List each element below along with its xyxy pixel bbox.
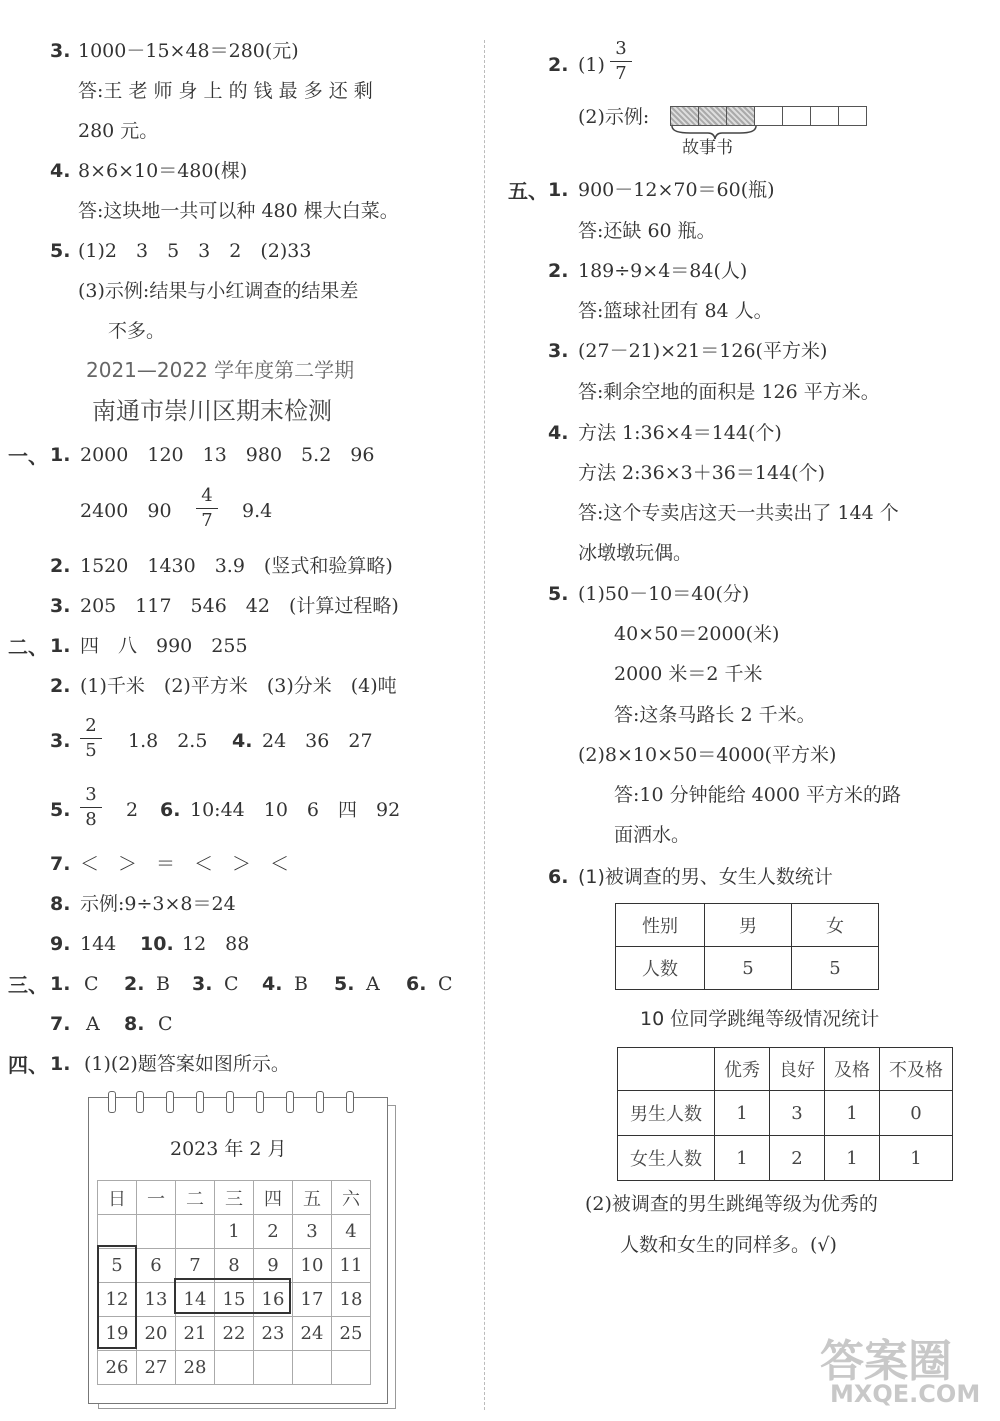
calendar-weekday: 四 xyxy=(254,1181,293,1215)
section-label: 四、 xyxy=(8,1053,48,1077)
answer-text: (3)示例:结果与小红调查的结果差 xyxy=(78,280,359,302)
calendar-day: 11 xyxy=(332,1249,371,1283)
table-row xyxy=(616,947,879,990)
calendar-week-row xyxy=(98,1317,371,1351)
answer-text: 答:这个专卖店这天一共卖出了 144 个 xyxy=(578,502,899,524)
fraction xyxy=(80,786,102,829)
calendar-week-row xyxy=(98,1215,371,1249)
calendar-day xyxy=(137,1215,176,1249)
item-number: 4. xyxy=(262,973,283,995)
choice-answer: C xyxy=(84,973,99,995)
item-number: 4. xyxy=(548,422,569,444)
table-cell xyxy=(618,1048,715,1091)
fraction xyxy=(610,40,632,83)
choice-answer: C xyxy=(158,1013,173,1035)
bar-segment-shaded xyxy=(698,106,727,126)
table-cell: 女 xyxy=(792,904,879,947)
item-number: 1. xyxy=(50,973,71,995)
answer-text: (2)被调查的男生跳绳等级为优秀的 xyxy=(585,1193,878,1215)
fraction-numerator: 3 xyxy=(610,40,632,62)
calendar-day: 10 xyxy=(293,1249,332,1283)
calendar-day: 7 xyxy=(176,1249,215,1283)
answer-text: (1)被调查的男、女生人数统计 xyxy=(578,866,833,888)
calendar-highlight-horizontal xyxy=(174,1278,291,1314)
calendar-day: 4 xyxy=(332,1215,371,1249)
bar-segment xyxy=(754,106,783,126)
answer-equation: 示例:9÷3×8＝24 xyxy=(80,893,236,915)
watermark-logo: 答案圈 xyxy=(820,1336,952,1387)
answer-prefix: (1) xyxy=(578,54,605,76)
column-divider xyxy=(484,40,485,1410)
answer-text: 人数和女生的同样多。(√) xyxy=(620,1234,837,1256)
calendar-day: 17 xyxy=(293,1283,332,1317)
section-label: 三、 xyxy=(8,973,48,997)
calendar-day xyxy=(254,1351,293,1385)
table-cell: 不及格 xyxy=(880,1048,953,1091)
item-number: 2. xyxy=(50,555,71,577)
item-number: 1. xyxy=(50,444,71,466)
answer-text: 答:还缺 60 瓶。 xyxy=(578,220,716,242)
table-cell: 1 xyxy=(825,1091,880,1136)
answer-values: 24 36 27 xyxy=(262,730,373,752)
calendar-weekday: 三 xyxy=(215,1181,254,1215)
calendar-weekday: 二 xyxy=(176,1181,215,1215)
answer-equation: 8×6×10＝480(棵) xyxy=(78,160,248,182)
calendar-ring-icon xyxy=(346,1091,354,1113)
table-cell: 2 xyxy=(770,1136,825,1181)
item-number: 4. xyxy=(232,730,253,752)
answer-text: 答:剩余空地的面积是 126 平方米。 xyxy=(578,381,880,403)
table-header-row xyxy=(618,1048,953,1091)
item-number: 8. xyxy=(50,893,71,915)
calendar-day xyxy=(98,1215,137,1249)
fraction-numerator: 2 xyxy=(80,717,102,739)
calendar-day xyxy=(293,1351,332,1385)
table-cell: 良好 xyxy=(770,1048,825,1091)
choice-answer: B xyxy=(156,973,170,995)
calendar-weekday: 一 xyxy=(137,1181,176,1215)
table-cell: 男 xyxy=(705,904,792,947)
calendar-day xyxy=(176,1215,215,1249)
calendar-weekday: 六 xyxy=(332,1181,371,1215)
answer-text: 答:10 分钟能给 4000 平方米的路 xyxy=(614,784,902,806)
answer-values: 144 xyxy=(80,933,117,955)
item-number: 2. xyxy=(548,260,569,282)
answer-equation: (1)50－10＝40(分) xyxy=(578,583,750,605)
calendar-ring-icon xyxy=(196,1091,204,1113)
table-cell: 5 xyxy=(705,947,792,990)
calendar-day xyxy=(332,1351,371,1385)
answer-equation: 900－12×70＝60(瓶) xyxy=(578,179,775,201)
gender-count-table xyxy=(615,903,879,990)
item-number: 7. xyxy=(50,853,71,875)
item-number: 5. xyxy=(50,799,71,821)
item-number: 1. xyxy=(50,1053,71,1075)
table-row xyxy=(618,1136,953,1181)
answer-values: (1)千米 (2)平方米 (3)分米 (4)吨 xyxy=(80,675,397,697)
item-number: 5. xyxy=(50,240,71,262)
calendar-day: 22 xyxy=(215,1317,254,1351)
section-label: 五、 xyxy=(508,179,548,203)
calendar-day: 18 xyxy=(332,1283,371,1317)
calendar-day: 24 xyxy=(293,1317,332,1351)
answer-text: 答:篮球社团有 84 人。 xyxy=(578,300,773,322)
answer-values: (1)2 3 5 3 2 (2)33 xyxy=(78,240,312,262)
item-number: 1. xyxy=(50,635,71,657)
calendar-day: 1 xyxy=(215,1215,254,1249)
answer-values: 1.8 2.5 xyxy=(128,730,208,752)
jump-rope-grade-table xyxy=(617,1047,953,1181)
table-cell: 1 xyxy=(715,1136,770,1181)
calendar-ring-icon xyxy=(316,1091,324,1113)
calendar-highlight-vertical xyxy=(97,1245,137,1349)
bar-segment xyxy=(810,106,839,126)
choice-answer: A xyxy=(86,1013,100,1035)
item-number: 1. xyxy=(548,179,569,201)
watermark-url: MXQE.COM xyxy=(830,1380,981,1408)
calendar-day: 28 xyxy=(176,1351,215,1385)
calendar-ring-icon xyxy=(256,1091,264,1113)
calendar-ring-icon xyxy=(286,1091,294,1113)
table-cell: 1 xyxy=(825,1136,880,1181)
choice-answer: C xyxy=(438,973,453,995)
answer-text: 不多。 xyxy=(108,320,166,342)
bar-label: 故事书 xyxy=(682,138,733,158)
exam-title-heading: 南通市崇川区期末检测 xyxy=(92,397,332,425)
item-number: 5. xyxy=(334,973,355,995)
calendar-day: 2 xyxy=(254,1215,293,1249)
table-cell: 优秀 xyxy=(715,1048,770,1091)
table-cell: 人数 xyxy=(616,947,705,990)
item-number: 2. xyxy=(50,675,71,697)
table-cell: 1 xyxy=(880,1136,953,1181)
choice-answer: B xyxy=(294,973,308,995)
answer-values: 12 88 xyxy=(182,933,250,955)
calendar-week-row xyxy=(98,1351,371,1385)
fraction-denominator: 8 xyxy=(85,809,97,830)
answer-text: 答:这块地一共可以种 480 棵大白菜。 xyxy=(78,200,399,222)
exam-term-heading: 2021—2022 学年度第二学期 xyxy=(86,358,355,382)
answer-text: 冰墩墩玩偶。 xyxy=(578,542,693,564)
item-number: 6. xyxy=(406,973,427,995)
calendar-day: 6 xyxy=(137,1249,176,1283)
calendar-day: 13 xyxy=(137,1283,176,1317)
calendar-ring-icon xyxy=(136,1091,144,1113)
item-number: 6. xyxy=(548,866,569,888)
calendar-day: 19 xyxy=(98,1317,137,1351)
calendar-day: 15 xyxy=(215,1283,254,1317)
item-number: 3. xyxy=(548,340,569,362)
answer-text: 280 元。 xyxy=(78,120,159,142)
section-label: 一、 xyxy=(8,444,48,468)
item-number: 10. xyxy=(140,933,174,955)
answer-values: 10:44 10 6 四 92 xyxy=(190,799,401,821)
calendar-day: 3 xyxy=(293,1215,332,1249)
answer-equation: (2)8×10×50＝4000(平方米) xyxy=(578,744,837,766)
calendar-day: 26 xyxy=(98,1351,137,1385)
table-cell: 3 xyxy=(770,1091,825,1136)
answer-text: 答:王 老 师 身 上 的 钱 最 多 还 剩 xyxy=(78,80,373,102)
table-title: 10 位同学跳绳等级情况统计 xyxy=(640,1008,880,1030)
answer-values: ＜ ＞ ＝ ＜ ＞ ＜ xyxy=(80,853,290,875)
item-number: 4. xyxy=(50,160,71,182)
fraction-denominator: 5 xyxy=(85,740,97,761)
fraction-denominator: 7 xyxy=(201,510,213,531)
answer-values: 2 xyxy=(126,799,139,821)
item-number: 3. xyxy=(50,595,71,617)
answer-equation: 2000 米＝2 千米 xyxy=(614,663,763,685)
calendar-ring-icon xyxy=(226,1091,234,1113)
bar-segment xyxy=(782,106,811,126)
table-cell: 0 xyxy=(880,1091,953,1136)
fraction-numerator: 4 xyxy=(196,487,218,509)
bar-segment-shaded xyxy=(726,106,755,126)
answer-equation: 40×50＝2000(米) xyxy=(614,623,780,645)
item-number: 2. xyxy=(124,973,145,995)
answer-text: 面洒水。 xyxy=(614,824,691,846)
item-number: 2. xyxy=(548,54,569,76)
fraction xyxy=(80,717,102,760)
calendar-day: 20 xyxy=(137,1317,176,1351)
calendar-day: 9 xyxy=(254,1249,293,1283)
answer-values: 2400 90 xyxy=(80,500,172,522)
calendar-day: 8 xyxy=(215,1249,254,1283)
answer-values: 1520 1430 3.9 (竖式和验算略) xyxy=(80,555,393,577)
table-cell: 女生人数 xyxy=(618,1136,715,1181)
answer-values: 四 八 990 255 xyxy=(80,635,248,657)
item-number: 3. xyxy=(192,973,213,995)
calendar-ring-icon xyxy=(108,1091,116,1113)
table-cell: 男生人数 xyxy=(618,1091,715,1136)
table-cell: 1 xyxy=(715,1091,770,1136)
choice-answer: A xyxy=(366,973,380,995)
item-number: 6. xyxy=(160,799,181,821)
table-cell: 及格 xyxy=(825,1048,880,1091)
answer-equation: (27－21)×21＝126(平方米) xyxy=(578,340,828,362)
calendar-weekday: 日 xyxy=(98,1181,137,1215)
table-cell: 5 xyxy=(792,947,879,990)
bar-segment xyxy=(838,106,867,126)
calendar-ring-icon xyxy=(166,1091,174,1113)
fraction xyxy=(196,487,218,530)
item-number: 5. xyxy=(548,583,569,605)
fraction-bar-diagram xyxy=(670,106,866,126)
calendar-day: 5 xyxy=(98,1249,137,1283)
calendar-day: 23 xyxy=(254,1317,293,1351)
calendar-day: 14 xyxy=(176,1283,215,1317)
answer-values: 9.4 xyxy=(242,500,273,522)
fraction-numerator: 3 xyxy=(80,786,102,808)
calendar-day: 27 xyxy=(137,1351,176,1385)
calendar-day: 16 xyxy=(254,1283,293,1317)
calendar-day: 21 xyxy=(176,1317,215,1351)
answer-values: 205 117 546 42 (计算过程略) xyxy=(80,595,399,617)
answer-text: (1)(2)题答案如图所示。 xyxy=(84,1053,290,1075)
calendar-day xyxy=(215,1351,254,1385)
calendar-day: 12 xyxy=(98,1283,137,1317)
item-number: 3. xyxy=(50,40,71,62)
calendar-weekday-row xyxy=(98,1181,371,1215)
table-cell: 性别 xyxy=(616,904,705,947)
item-number: 9. xyxy=(50,933,71,955)
answer-equation: 方法 2:36×3＋36＝144(个) xyxy=(578,462,825,484)
choice-answer: C xyxy=(224,973,239,995)
item-number: 8. xyxy=(124,1013,145,1035)
answer-equation: 方法 1:36×4＝144(个) xyxy=(578,422,782,444)
answer-equation: 1000－15×48＝280(元) xyxy=(78,40,299,62)
calendar-weekday: 五 xyxy=(293,1181,332,1215)
item-number: 3. xyxy=(50,730,71,752)
answer-text: (2)示例: xyxy=(578,106,650,128)
answer-text: 答:这条马路长 2 千米。 xyxy=(614,704,816,726)
bar-segment-shaded xyxy=(670,106,699,126)
calendar-day: 25 xyxy=(332,1317,371,1351)
fraction-denominator: 7 xyxy=(615,63,627,84)
answer-equation: 189÷9×4＝84(人) xyxy=(578,260,748,282)
section-label: 二、 xyxy=(8,635,48,659)
item-number: 7. xyxy=(50,1013,71,1035)
table-row xyxy=(618,1091,953,1136)
calendar-title: 2023 年 2 月 xyxy=(170,1138,287,1160)
answer-values: 2000 120 13 980 5.2 96 xyxy=(80,444,375,466)
table-header-row xyxy=(616,904,879,947)
